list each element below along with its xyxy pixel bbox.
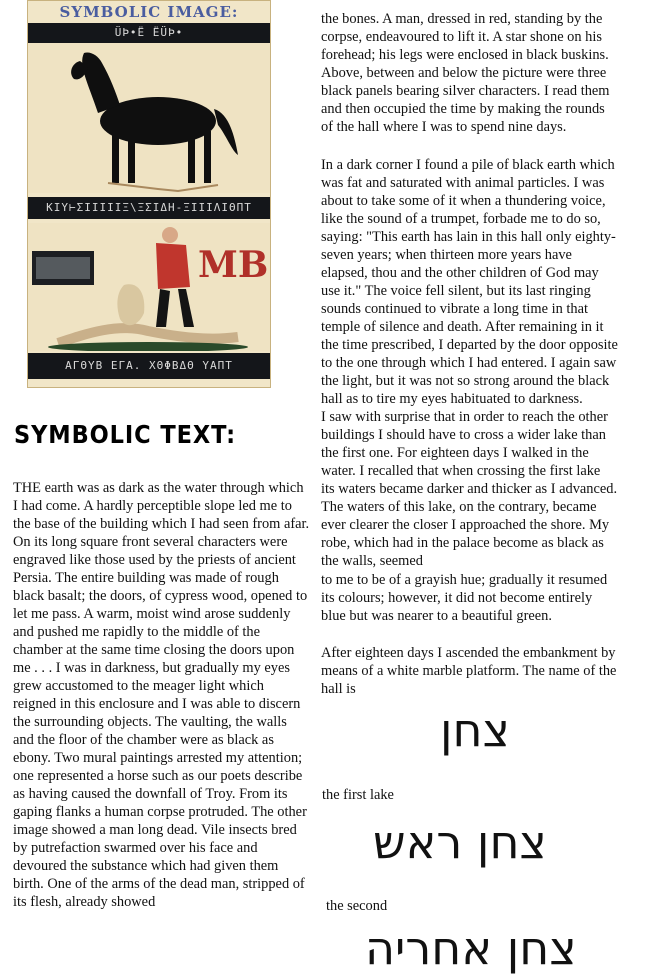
left-line: as having caused the downfall of Troy. From its — [13, 786, 288, 802]
plate-band-middle: ΚΙΥ⊢ΣΙΙΙΙΙΞ\ΞΣΙΔΗ-ΞΙΙΙΛΙΘΠΤ — [28, 197, 270, 219]
label-second: the second — [326, 898, 388, 914]
corpse-and-man-illustration — [28, 223, 270, 351]
left-line: let me pass. A warm, moist wind arose suddenly — [13, 606, 291, 622]
right-line: like the sound of a trumpet, forbade me to do so, — [321, 211, 601, 227]
left-line: ebony. Two mural paintings arrested my attention; — [13, 750, 303, 766]
left-line: chamber at the same time closing the doors upon — [13, 642, 295, 658]
mb-monogram: MB — [198, 244, 269, 286]
hebrew-word-1: צחן — [440, 703, 510, 757]
left-line: birth. One of the arms of the dead man, stripped of — [13, 876, 305, 892]
left-line: engraved like those used by the priests of ancient — [13, 552, 296, 568]
right-para-3 — [321, 571, 646, 625]
plate-title: SYMBOLIC IMAGE: — [59, 3, 239, 21]
right-line: use it." The voice fell silent, but its last ringing — [321, 283, 591, 299]
right-line: ever clearer the closer I approached the shore. My — [321, 517, 610, 533]
right-para-1 — [321, 10, 646, 136]
right-line: saying: "This earth has lain in this hall only eighty- — [321, 229, 616, 245]
left-line: and the floor of the chamber were as black as — [13, 732, 274, 748]
left-line: grew accustomed to the meager light which — [13, 678, 264, 694]
left-line: by putrefaction swarmed over his face and — [13, 840, 258, 856]
left-line: its flesh, already showed — [13, 894, 156, 910]
right-line: the time prescribed, I departed by the door opposite — [321, 337, 618, 353]
left-line: one represented a horse such as our poets describe — [13, 768, 303, 784]
right-line: hall is — [321, 681, 356, 697]
right-line: robe, which had in the palace become as black as — [321, 535, 604, 551]
right-line: sounds continued to vibrate a long time in that — [321, 301, 588, 317]
right-line: After eighteen days I ascended the embankment by — [321, 645, 616, 661]
right-line: temple of silence and death. After remaining in it — [321, 319, 604, 335]
label-first-lake: the first lake — [322, 787, 394, 803]
left-line: the base of the building which I had seen from afar. — [13, 516, 310, 532]
right-line: hall as to tire my eyes habituated to darkness. — [321, 391, 583, 407]
left-line: the surrounding objects. The vaulting, the walls — [13, 714, 287, 730]
right-line: the first one. For eighteen days I walked in the — [321, 445, 589, 461]
left-line: On its long square front several characters were — [13, 534, 288, 550]
symbolic-image-plate — [27, 0, 271, 388]
left-line: devoured the substance which had given them — [13, 858, 279, 874]
plate-band-top: ÜÞ•Ë ËÜÞ• — [28, 23, 270, 43]
left-line: THE earth was as dark as the water through which — [13, 480, 304, 496]
right-line: blue but was nearer to a beautiful green. — [321, 608, 552, 624]
hebrew-word-3: צחן אחריה — [365, 921, 577, 975]
right-para-2 — [321, 156, 646, 570]
left-line: Persia. The entire building was made of rough — [13, 570, 279, 586]
right-line: water. I recalled that when crossing the first lake — [321, 463, 601, 479]
right-line: of the hall where I was to spend nine days. — [321, 119, 567, 135]
left-line: and pushed me rapidly to the middle of the — [13, 624, 260, 640]
right-line: seven years; when thirteen more years have — [321, 247, 572, 263]
right-line: the light, but it was not so strong around the black — [321, 373, 610, 389]
left-text-column — [13, 479, 317, 911]
right-line: to me to be of a grayish hue; gradually it resumed — [321, 572, 608, 588]
right-line: black panels bearing silver characters. I read them — [321, 83, 610, 99]
right-line: The waters of this lake, on the contrary, became — [321, 499, 597, 515]
right-line: I saw with surprise that in order to reach the other — [321, 409, 608, 425]
horse-illustration — [28, 43, 270, 193]
right-line: means of a white marble platform. The name of the — [321, 663, 617, 679]
hebrew-word-2: צחן ראש — [373, 815, 547, 869]
right-line: Above, between and below the picture were three — [321, 65, 607, 81]
left-line: reigned in this enclosure and I was able to discern — [13, 696, 301, 712]
right-para-4 — [321, 644, 646, 698]
left-line: black basalt; the doors, of cypress wood, opened to — [13, 588, 308, 604]
right-line: its waters became darker and thicker as I advanced. — [321, 481, 618, 497]
right-line: forehead; his legs were enclosed in black buskins. — [321, 47, 609, 63]
right-line: about to take some of it when a thundering voice, — [321, 193, 606, 209]
right-line: the walls, seemed — [321, 553, 423, 569]
right-line: buildings I should have to cross a wider lake than — [321, 427, 606, 443]
right-line: was fat and saturated with animal particles. I was — [321, 175, 605, 191]
left-line: me . . . I was in darkness, but gradually my eyes — [13, 660, 290, 676]
right-line: elapsed, thou and the other children of God may — [321, 265, 599, 281]
left-line: I had come. A hardly perceptible slope led me to — [13, 498, 292, 514]
right-line: to the one through which I had entered. I again saw — [321, 355, 617, 371]
right-line: the bones. A man, dressed in red, standing by the — [321, 11, 603, 27]
right-line: and then occupied the time by making the rounds — [321, 101, 605, 117]
right-line: In a dark corner I found a pile of black earth which — [321, 157, 615, 173]
left-line: gaping flanks a human corpse protruded. The other — [13, 804, 307, 820]
right-line: corpse, endeavoured to lift it. A star shone on his — [321, 29, 602, 45]
symbolic-text-heading: SYMBOLIC TEXT: — [14, 420, 237, 449]
right-line: its colours; however, it did not become entirely — [321, 590, 593, 606]
plate-band-bottom: ΑΓΘΥΒ ΕΓΑ. ΧΘΦΒΔΘ ΥΑΠΤ — [28, 353, 270, 379]
left-line: image showed a man long dead. Vile insects bred — [13, 822, 297, 838]
